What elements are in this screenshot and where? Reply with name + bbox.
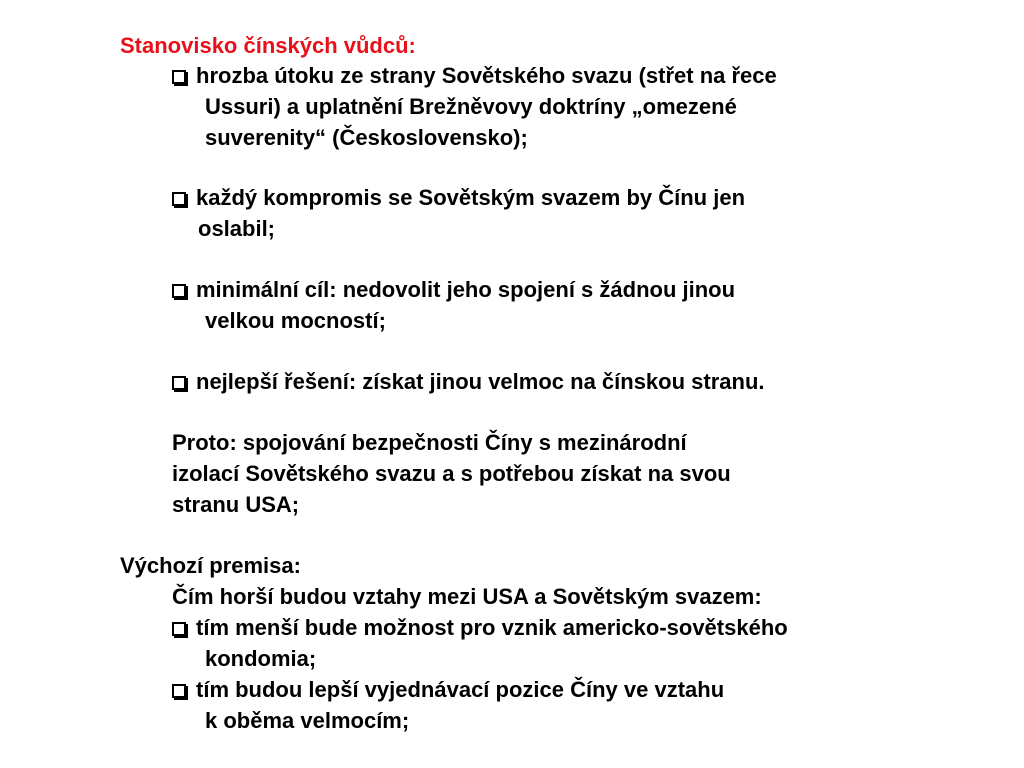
checkbox-bullet-icon <box>172 284 186 298</box>
bullet-item <box>172 613 788 643</box>
bullet-text: tím budou lepší vyjednávací pozice Číny ve vztahu <box>196 677 725 702</box>
conclusion-text: Proto: spojování bezpečnosti Číny s mezinárodní <box>172 430 687 455</box>
section-heading-premise: Výchozí premisa: <box>120 553 301 578</box>
bullet-item <box>172 675 724 705</box>
checkbox-bullet-icon <box>172 684 186 698</box>
bullet-text: tím menší bude možnost pro vznik americko-sovětského <box>196 615 788 640</box>
checkbox-bullet-icon <box>172 622 186 636</box>
section-heading-leaders: Stanovisko čínských vůdců: <box>120 33 416 58</box>
bullet-text-continuation: kondomia; <box>205 646 317 671</box>
bullet-text-continuation: velkou mocností; <box>205 308 386 333</box>
bullet-item <box>172 275 735 305</box>
checkbox-bullet-icon <box>172 192 186 206</box>
bullet-text-continuation: suverenity“ (Československo); <box>205 125 528 150</box>
bullet-text: minimální cíl: nedovolit jeho spojení s žádnou jinou <box>196 277 736 302</box>
checkbox-bullet-icon <box>172 70 186 84</box>
bullet-item <box>172 61 777 91</box>
bullet-text-continuation: k oběma velmocím; <box>205 708 410 733</box>
bullet-text: každý kompromis se Sovětským svazem by Čínu jen <box>196 185 746 210</box>
checkbox-bullet-icon <box>172 376 186 390</box>
bullet-item <box>172 367 765 397</box>
conclusion-text: izolací Sovětského svazu a s potřebou získat na svou <box>172 461 731 486</box>
bullet-item <box>172 183 745 213</box>
bullet-text: nejlepší řešení: získat jinou velmoc na čínskou stranu. <box>196 369 765 394</box>
bullet-text-continuation: Ussuri) a uplatnění Brežněvovy doktríny „omezené <box>205 94 737 119</box>
bullet-text: hrozba útoku ze strany Sovětského svazu (střet na řece <box>196 63 777 88</box>
premise-intro: Čím horší budou vztahy mezi USA a Sovětským svazem: <box>172 584 762 609</box>
conclusion-text: stranu USA; <box>172 492 300 517</box>
bullet-text-continuation: oslabil; <box>198 216 276 241</box>
